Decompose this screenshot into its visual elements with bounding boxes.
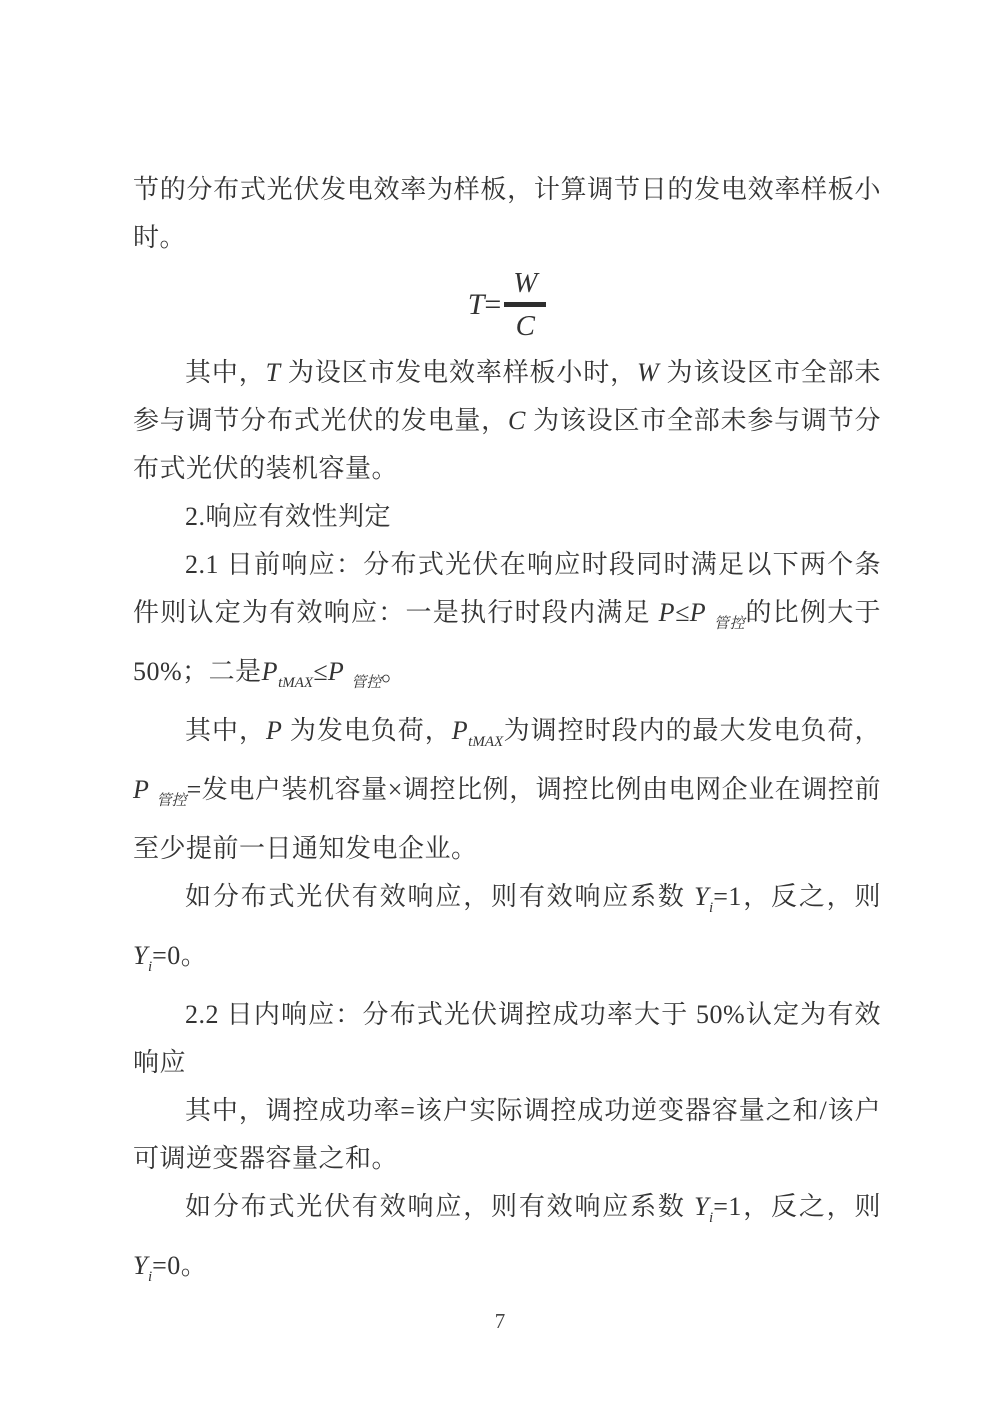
- text-run: 节的分布式光伏发电效率为样板，计算调节日的发电效率样板小时。: [133, 175, 881, 252]
- subscript-i: i: [709, 900, 714, 916]
- text-run: 为调控时段内的最大发电负荷，: [503, 716, 881, 745]
- text-run: 其中，: [185, 358, 266, 387]
- text-run: 2.1 日前响应：分布式光伏在响应时段同时满足以下两个条件则认定为有效响应：一是执行时段内满足: [133, 550, 881, 627]
- fraction-bar: [504, 302, 546, 307]
- variable-P: P: [689, 598, 707, 627]
- subscript-i: i: [709, 1210, 714, 1226]
- text-run: =0。: [152, 1251, 208, 1280]
- heading-section-2: [133, 493, 881, 541]
- less-equal-sign: ≤: [675, 598, 690, 627]
- page-number: 7: [494, 1309, 506, 1333]
- paragraph-response-coefficient-1: [133, 873, 881, 991]
- text-run: 为发电负荷，: [282, 716, 452, 745]
- paragraph-response-coefficient-2: [133, 1183, 881, 1301]
- subscript-i: i: [147, 1269, 153, 1285]
- paragraph-section-2-2: [133, 991, 881, 1087]
- variable-T: T: [265, 358, 281, 387]
- text-run: 其中，: [185, 716, 266, 745]
- text-run: 为该设区市全部未参与调节分布式光伏的发电量，: [133, 358, 881, 435]
- text-run: 其中，调控成功率=该户实际调控成功逆变器容量之和/该户可调逆变器容量之和。: [133, 1096, 881, 1173]
- subscript-i: i: [147, 959, 153, 975]
- fraction: [504, 266, 546, 343]
- text-run: =发电户装机容量×调控比例，调控比例由电网企业在调控前至少提前一日通知发电企业。: [133, 775, 881, 863]
- variable-P: P: [451, 716, 469, 745]
- text-run: 2.响应有效性判定: [185, 502, 392, 531]
- text-run: 。: [381, 657, 408, 686]
- variable-Y: Y: [694, 1192, 710, 1221]
- text-run: =1，反之，则: [713, 1192, 881, 1221]
- formula-T-equals-W-over-C: [133, 266, 881, 343]
- variable-W: W: [636, 358, 660, 387]
- variable-Y: Y: [133, 941, 148, 970]
- fraction-denominator: C: [515, 310, 535, 342]
- variable-P: P: [327, 657, 345, 686]
- paragraph-continuation: [133, 166, 881, 262]
- text-run: 为该设区市全部未参与调节分布式光伏的装机容量。: [133, 406, 881, 483]
- paragraph-section-2-1: [133, 541, 881, 707]
- paragraph-formula-explanation: [133, 349, 881, 493]
- text-run: =1，反之，则: [713, 882, 881, 911]
- subscript-tMAX: tMAX: [468, 734, 504, 750]
- subscript-guankong: 管控: [713, 616, 746, 632]
- subscript-guankong: 管控: [156, 793, 187, 809]
- variable-Y: Y: [133, 1251, 148, 1280]
- variable-Y: Y: [694, 882, 710, 911]
- formula-lhs: T: [467, 287, 485, 321]
- fraction-numerator: W: [513, 267, 538, 299]
- paragraph-success-rate: [133, 1087, 881, 1183]
- text-run: 如分布式光伏有效响应，则有效响应系数: [185, 882, 695, 911]
- variable-P: P: [265, 716, 283, 745]
- text-run: =0。: [152, 941, 208, 970]
- subscript-tMAX: tMAX: [278, 675, 314, 691]
- subscript-guankong: 管控: [351, 675, 382, 691]
- less-equal-sign: ≤: [313, 657, 328, 686]
- text-run: 为设区市发电效率样板小时，: [280, 358, 637, 387]
- paragraph-variables-explanation: [133, 707, 881, 873]
- text-run: 2.2 日内响应：分布式光伏调控成功率大于 50%认定为有效响应: [133, 1000, 881, 1077]
- formula-equals: =: [484, 287, 502, 321]
- variable-C: C: [507, 406, 526, 435]
- variable-P: P: [658, 598, 675, 627]
- variable-P: P: [133, 775, 150, 804]
- variable-P: P: [261, 657, 279, 686]
- text-run: 如分布式光伏有效响应，则有效响应系数: [185, 1192, 695, 1221]
- text-run: 的比例大于 50%；二是: [133, 598, 881, 686]
